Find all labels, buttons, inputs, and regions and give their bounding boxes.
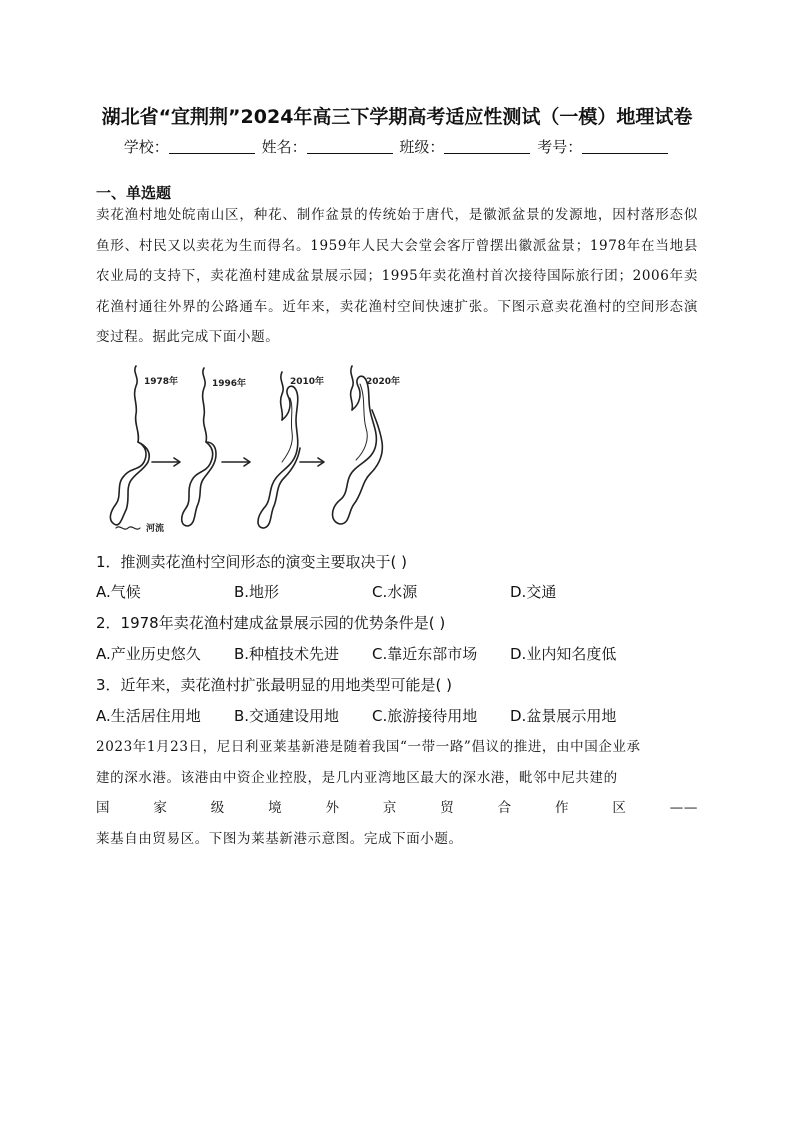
question-2-option-b[interactable]: B.种植技术先进: [234, 645, 340, 663]
village-shape-1978: [110, 442, 149, 525]
passage-maihua-village: 卖花渔村地处皖南山区，种花、制作盆景的传统始于唐代，是徽派盆景的发源地，因村落形态似鱼形、村民又以卖花为生而得名。1959年人民大会堂会客厅曾摆出徽派盆景；1978年在当地县农业局的支持下，卖花渔村建成盆景展示园；1995年卖花渔村首次接待国际旅行团；2006年卖花渔村通往外界的公路通车。近年来，卖花渔村空间快速扩张。下图示意卖花渔村的空间形态演变过程。据此完成下面小题。: [96, 207, 698, 346]
question-3-option-b[interactable]: B.交通建设用地: [234, 707, 340, 725]
village-evolution-figure: [100, 358, 410, 536]
passage-2-line-1: 2023年1月23日，尼日利亚莱基新港是随着我国“一带一路”倡议的推进，由中国企业承: [96, 739, 641, 755]
exam-number-label: 考号：: [537, 138, 583, 156]
spread-char: 级: [210, 800, 225, 817]
question-2-option-d[interactable]: D.业内知名度低: [510, 645, 617, 663]
question-1-option-b[interactable]: B.地形: [234, 583, 280, 601]
name-blank[interactable]: [307, 139, 393, 154]
road-2020: [356, 384, 367, 460]
river-2020: [351, 366, 354, 410]
question-2-option-a[interactable]: A.产业历史悠久: [96, 645, 201, 663]
passage-2-line-2: 建的深水港。该港由中资企业控股，是几内亚湾地区最大的深水港，毗邻中尼共建的: [96, 769, 618, 786]
spread-char: 国: [96, 800, 111, 817]
road-2010: [282, 398, 292, 462]
spread-char: 作: [555, 800, 570, 817]
section-title: 一、单选题: [96, 184, 172, 202]
spread-char: 境: [268, 800, 283, 817]
question-2-option-c[interactable]: C.靠近东部市场: [372, 645, 478, 663]
question-2-stem: 2．1978年卖花渔村建成盆景展示园的优势条件是( ): [96, 614, 446, 632]
spread-char: 区: [612, 800, 627, 817]
year-label-2010: 2010年: [290, 377, 325, 387]
question-1-option-d[interactable]: D.交通: [510, 583, 557, 601]
school-blank[interactable]: [169, 139, 255, 154]
name-label: 姓名：: [261, 138, 307, 156]
passage-2-line-4: 莱基自由贸易区。下图为莱基新港示意图。完成下面小题。: [96, 830, 463, 847]
spread-char: 家: [153, 800, 168, 817]
village-shape-1996: [182, 442, 216, 526]
spread-char: ——: [669, 800, 698, 817]
class-label: 班级：: [399, 138, 445, 156]
question-3-stem: 3．近年来，卖花渔村扩张最明显的用地类型可能是( ): [96, 676, 453, 694]
spread-char: 合: [497, 800, 512, 817]
exam-number-blank[interactable]: [582, 139, 668, 154]
question-3-option-d[interactable]: D.盆景展示用地: [510, 707, 617, 725]
year-label-1978: 1978年: [144, 377, 179, 387]
passage-2-line-3: [96, 793, 698, 824]
legend-river-label: 河流: [146, 524, 165, 534]
river-1978: [135, 366, 139, 442]
village-shape-2020: [333, 376, 383, 524]
spread-char: 京: [382, 800, 397, 817]
spread-char: 外: [325, 800, 340, 817]
year-label-1996: 1996年: [212, 379, 247, 389]
question-1-option-c[interactable]: C.水源: [372, 583, 418, 601]
question-1-stem: 1．推测卖花渔村空间形态的演变主要取决于( ): [96, 553, 408, 571]
legend-river-symbol: [116, 527, 140, 529]
class-blank[interactable]: [444, 139, 530, 154]
spread-char: 贸: [440, 800, 455, 817]
question-3-option-c[interactable]: C.旅游接待用地: [372, 707, 478, 725]
school-label: 学校：: [123, 138, 169, 156]
river-2010: [281, 372, 284, 420]
question-3-option-a[interactable]: A.生活居住用地: [96, 707, 201, 725]
student-info-row: [0, 136, 794, 157]
year-label-2020: 2020年: [366, 377, 401, 387]
village-shape-2010: [258, 386, 300, 528]
exam-title: 湖北省“宜荆荆”2024年高三下学期高考适应性测试（一模）地理试卷: [101, 106, 693, 128]
passage-lekki-port: [96, 732, 698, 854]
river-1996: [203, 368, 207, 442]
question-1-option-a[interactable]: A.气候: [96, 583, 141, 601]
